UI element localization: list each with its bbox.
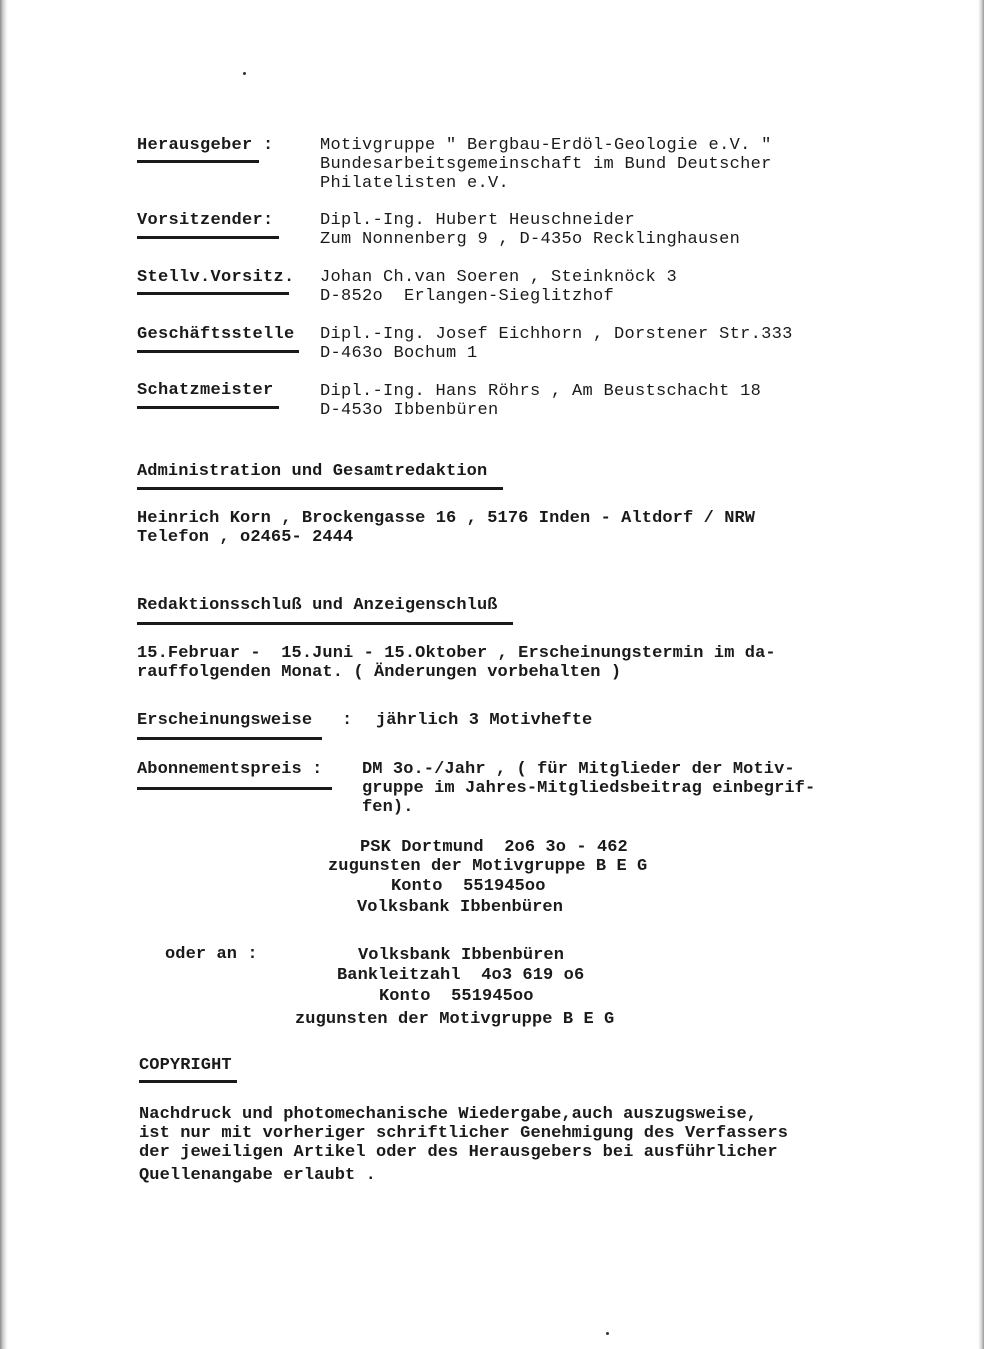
heading-underline [137, 622, 513, 625]
subscription-line: gruppe im Jahres-Mitgliedsbeitrag einbegrif- [362, 779, 816, 798]
payment-line: Volksbank Ibbenbüren [357, 898, 564, 917]
masthead-label-vorsitzender: Vorsitzender: [137, 211, 274, 230]
copyright-line: Quellenangabe erlaubt . [139, 1166, 376, 1185]
deadline-line: 15.Februar - 15.Juni - 15.Oktober , Erscheinungstermin im da- [137, 644, 776, 663]
section-heading: Administration und Gesamtredaktion [137, 462, 488, 481]
deadline-line: rauffolgenden Monat. ( Änderungen vorbehalten ) [137, 663, 622, 682]
payment-line: PSK Dortmund 2o6 3o - 462 [360, 838, 628, 857]
label-underline [137, 787, 332, 790]
masthead-line: D-463o Bochum 1 [320, 344, 478, 363]
payment-line: Volksbank Ibbenbüren [358, 946, 565, 965]
subscription-line: fen). [362, 798, 414, 817]
frequency-separator: : [342, 711, 353, 730]
administration-line: Heinrich Korn , Brockengasse 16 , 5176 Inden - Altdorf / NRW [137, 509, 756, 528]
payment-line: Bankleitzahl 4o3 619 o6 [337, 966, 585, 985]
label-underline [137, 236, 279, 239]
payment-alt-label: oder an : [165, 945, 258, 964]
subscription-line: DM 3o.-/Jahr , ( für Mitglieder der Motiv- [362, 760, 795, 779]
label-underline [137, 160, 259, 163]
masthead-line: Johan Ch.van Soeren , Steinknöck 3 [320, 268, 678, 287]
masthead-line: Dipl.-Ing. Josef Eichhorn , Dorstener Str.333 [320, 325, 793, 344]
subscription-label: Abonnementspreis : [137, 760, 323, 779]
scan-speck [606, 1332, 609, 1335]
masthead-label-geschaeftsstelle: Geschäftsstelle [137, 325, 295, 344]
heading-underline [139, 1080, 237, 1083]
masthead-line: D-852o Erlangen-Sieglitzhof [320, 287, 615, 306]
copyright-line: der jeweiligen Artikel oder des Herausgebers bei ausführlicher [139, 1143, 778, 1162]
label-underline [137, 406, 279, 409]
masthead-label-schatzmeister: Schatzmeister [137, 381, 274, 400]
copyright-line: Nachdruck und photomechanische Wiedergabe,auch auszugsweise, [139, 1105, 758, 1124]
frequency-label: Erscheinungsweise [137, 711, 313, 730]
masthead-label-herausgeber: Herausgeber : [137, 136, 274, 155]
label-underline [137, 350, 299, 353]
section-heading: Redaktionsschluß und Anzeigenschluß [137, 596, 498, 615]
masthead-line: D-453o Ibbenbüren [320, 401, 499, 420]
scan-edge-right [978, 0, 984, 1349]
masthead-label-stellv-vorsitz: Stellv.Vorsitz. [137, 268, 295, 287]
masthead-line: Zum Nonnenberg 9 , D-435o Recklinghausen [320, 230, 741, 249]
payment-line: zugunsten der Motivgruppe B E G [295, 1010, 615, 1029]
label-underline [137, 292, 289, 295]
payment-line: Konto 551945oo [391, 877, 546, 896]
copyright-line: ist nur mit vorheriger schriftlicher Genehmigung des Verfassers [139, 1124, 789, 1143]
heading-underline [137, 487, 503, 490]
frequency-value: jährlich 3 Motivhefte [376, 711, 593, 730]
payment-line: Konto 551945oo [379, 987, 534, 1006]
masthead-line: Dipl.-Ing. Hans Röhrs , Am Beustschacht 18 [320, 382, 762, 401]
payment-line: zugunsten der Motivgruppe B E G [328, 857, 648, 876]
label-underline [137, 737, 322, 740]
scan-speck [243, 72, 246, 75]
section-heading: COPYRIGHT [139, 1056, 232, 1075]
administration-line: Telefon , o2465- 2444 [137, 528, 354, 547]
masthead-line: Motivgruppe " Bergbau-Erdöl-Geologie e.V. " [320, 136, 772, 155]
scan-edge-left [0, 0, 8, 1349]
masthead-line: Bundesarbeitsgemeinschaft im Bund Deutscher [320, 155, 772, 174]
masthead-line: Dipl.-Ing. Hubert Heuschneider [320, 211, 636, 230]
masthead-line: Philatelisten e.V. [320, 174, 510, 193]
